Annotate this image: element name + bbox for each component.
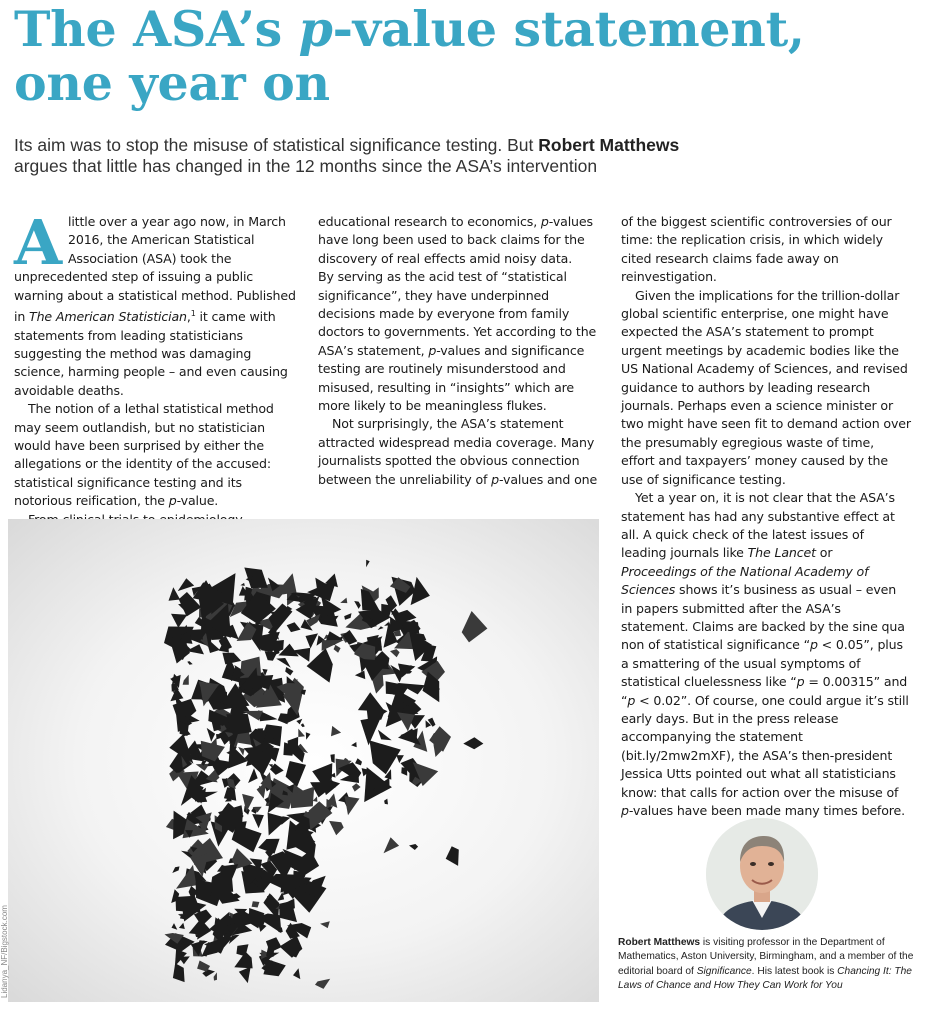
shard — [366, 560, 370, 568]
shard — [288, 737, 299, 751]
shard — [195, 934, 199, 937]
shard — [244, 568, 267, 589]
shards-graphic — [8, 519, 599, 1002]
shard — [412, 632, 427, 640]
shattered-p-illustration — [8, 519, 599, 1002]
shard — [343, 630, 358, 645]
paragraph: educational research to economics, p-values have long been used to back claims for the discovery of real effects amid noisy data. — [318, 214, 593, 266]
shard — [384, 837, 400, 853]
shard — [378, 626, 384, 630]
shard — [232, 825, 262, 853]
shard — [351, 742, 357, 747]
paragraph: Given the implications for the trillion-dollar global scientific enterprise, one might have expected the ASA’s statement to prompt urgent meetings by academic bodies like the US National Academy of Sciences, and revised guidance to authors by leading research journals. Perhaps even a science minister or two might have seen fit to demand action over the presumably egregious waste of time, effort and taxpayers’ money caused by the use of significance testing. — [621, 287, 911, 487]
drop-cap: A — [14, 206, 62, 279]
shard — [214, 972, 217, 980]
shard — [370, 740, 401, 774]
shard — [278, 892, 285, 901]
shard — [252, 901, 260, 907]
shard — [228, 744, 248, 769]
shard — [252, 814, 264, 828]
paragraph: By serving as the acid test of “statistical significance”, they have underpinned decisions made by everyone from family doctors to governments. Yet according to the ASA’s statement, p-values and significance testing are routinely misunderstood and misused, resulting in “insights” which are more likely to be meaningless flukes. — [318, 269, 597, 414]
paragraph: Not surprisingly, the ASA’s statement attracted widespread media coverage. Many journalists spotted the obvious connection between the unreliability of p-values and one — [318, 416, 598, 487]
shard — [179, 923, 185, 929]
author-portrait-icon — [706, 818, 818, 930]
paragraph: Yet a year on, it is not clear that the ASA’s statement has had any substantive effect at all. A quick check of the latest issues of leading journals like The Lancet or Proceedings of the National Academy of Sciences shows it’s business as usual – even in papers submitted after the ASA’s statement. Claims are backed by the sine qua non of statistical significance “p < 0.05”, plus a smattering of the usual symptoms of statistical cluelessness like “p = 0.00315” and “p < 0.02”. Of course, one could argue it’s still early days. But in the press release accompanying the statement (bit.ly/2mw2mXF), the ASA’s then-president Jessica Utts pointed out what all statisticians know: that calls for action over the misuse of p-values have been made many times before. — [621, 490, 909, 818]
shard — [433, 744, 446, 757]
shard — [446, 846, 459, 866]
shard — [378, 730, 392, 741]
shard — [286, 761, 306, 787]
author-name: Robert Matthews — [538, 135, 680, 155]
column-1 — [14, 206, 302, 529]
column-2 — [318, 213, 606, 489]
shard — [183, 675, 189, 685]
shard — [306, 732, 311, 740]
shard — [301, 723, 305, 727]
shard — [384, 799, 388, 805]
shard — [354, 601, 361, 609]
author-bio: Robert Matthews is visiting professor in the Department of Mathematics, Aston University, Birmingham, and a member of the editorial board of Significance. His latest book is Chancing It: The Laws of Chance and How They Can Work for You — [618, 937, 914, 992]
shard — [169, 587, 181, 601]
shard — [172, 866, 179, 873]
shard — [172, 923, 178, 930]
shard — [334, 645, 341, 653]
author-photo — [706, 818, 818, 930]
shard — [313, 796, 318, 802]
shard — [239, 967, 251, 984]
shard — [187, 661, 192, 665]
shard — [329, 821, 344, 835]
shard — [178, 578, 195, 591]
shard — [307, 648, 333, 682]
shard — [344, 613, 351, 620]
shard — [240, 583, 244, 586]
shard — [306, 633, 319, 648]
shard — [330, 754, 334, 763]
paragraph: The notion of a lethal statistical method may seem outlandish, but no statistician would have been surprised by either the allegations or the identity of the accused: statistical significance testing and its notorious reification, the p-value. — [14, 401, 274, 509]
shard — [176, 865, 196, 889]
shard — [176, 896, 201, 913]
shard — [462, 611, 488, 642]
shard — [296, 719, 302, 725]
shard — [171, 614, 187, 628]
shard — [463, 737, 483, 749]
shard — [315, 979, 330, 989]
paragraph: of the biggest scientific controversies of our time: the replication crisis, in which widely cited research claims fade away on reinvestigation. — [621, 214, 892, 285]
standfirst: Its aim was to stop the misuse of statistical significance testing. But Robert Matthews argues that little has changed in the 12 months since the ASA’s intervention — [14, 135, 680, 176]
shard — [298, 729, 305, 737]
shard — [340, 598, 347, 604]
shard — [285, 667, 293, 676]
shard — [276, 658, 291, 668]
shard — [352, 783, 361, 791]
shard — [355, 671, 365, 680]
shard — [390, 649, 400, 657]
shard — [224, 787, 236, 800]
shard — [358, 692, 385, 711]
paragraph: Alittle over a year ago now, in March 2016, the American Statistical Association (ASA) took the unprecedented step of issuing a public warning about a statistical method. Published in The American Statistician,$^1$ it came with statements from leading statisticians suggesting the method was damaging science, harming people – and even causing avoidable deaths. — [14, 206, 296, 398]
shard — [268, 813, 288, 836]
shard — [287, 622, 301, 632]
shard — [355, 758, 362, 765]
shard — [199, 635, 203, 640]
image-credit: Lidanya_NF/Bigstock.com — [0, 905, 9, 998]
shard — [173, 963, 185, 982]
shard — [396, 755, 404, 763]
shard — [248, 768, 258, 783]
shard — [409, 844, 418, 850]
shards-group — [164, 560, 487, 989]
article-title: The ASA’s p-value statement, one year on — [14, 0, 805, 112]
shard — [320, 921, 330, 928]
shard — [331, 726, 341, 736]
shard — [293, 968, 300, 979]
shard — [280, 936, 303, 958]
shard — [345, 796, 360, 815]
shard — [219, 643, 229, 652]
column-3 — [621, 213, 911, 820]
